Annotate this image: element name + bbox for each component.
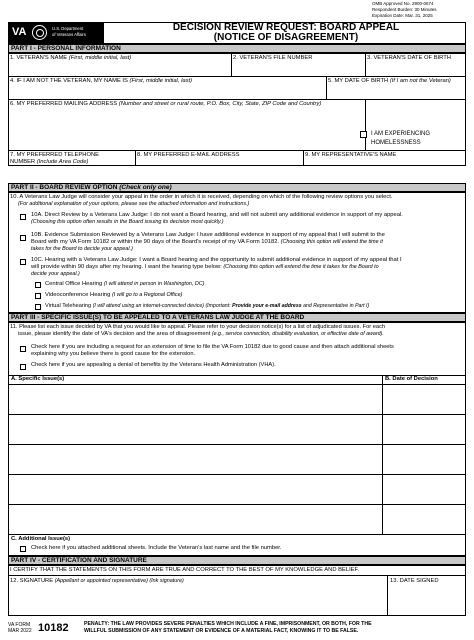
review-option-intro-hint: (For additional explanation of your options, please see the attached information and instructions.): [18, 201, 250, 207]
respondent-burden: Respondent Burden: 30 Minutes: [372, 7, 437, 12]
option-10b-label-1: 10B. Evidence Submission Reviewed by a Veterans Law Judge: I have additional evidence in support of my appeal that I will submit to the: [31, 232, 385, 238]
date-signed-label: 13. DATE SIGNED: [390, 578, 439, 584]
mailing-address-field[interactable]: [10, 110, 363, 148]
issue-field[interactable]: [9, 445, 381, 473]
additional-sheets-checkbox[interactable]: [20, 546, 26, 552]
part3-heading: PART III - SPECIFIC ISSUE(S) TO BE APPEALED TO A VETERANS LAW JUDGE AT THE BOARD: [8, 313, 466, 322]
review-option-intro: 10. A Veterans Law Judge will consider your appeal in the order in which it is received, depending on which of the following review options you select.: [10, 194, 393, 200]
issues-intro-2: issue, please identify the date of VA's decision and the area of disagreement (e.g., service connection, disability evaluation, or effective date of award).: [18, 331, 384, 337]
option-10a-hint: (Choosing this option often results in the Board issuing its decision most quickly.): [31, 219, 224, 225]
decision-date-field[interactable]: [383, 415, 465, 443]
extension-request-label-2: explaining why you believe there is good cause for the extension.: [31, 351, 196, 357]
form-number: 10182: [38, 622, 69, 634]
part2-heading: PART II - BOARD REVIEW OPTION (Check only one): [8, 183, 466, 192]
part1-heading: PART I - PERSONAL INFORMATION: [8, 44, 466, 53]
mailing-address-label: 6. MY PREFERRED MAILING ADDRESS (Number and street or rural route, P.O. Box, City, State, ZIP Code and Country): [10, 101, 322, 107]
additional-sheets-label: Check here if you attached additional sheets. Include the Veteran's last name and the file number.: [31, 545, 282, 551]
veteran-dob-field[interactable]: [367, 64, 464, 75]
department-name: U.S. Department of Veterans Affairs: [52, 26, 86, 37]
file-number-field[interactable]: [233, 64, 363, 75]
issue-field[interactable]: [9, 385, 381, 413]
file-number-label: 2. VETERAN'S FILE NUMBER: [233, 55, 313, 61]
extension-request-label-1: Check here if you are including a request for an extension of time to file the VA Form 10182 due to good cause and then attach additional sheets: [31, 344, 394, 350]
decision-date-field[interactable]: [383, 505, 465, 533]
expiration-date: Expiration Date: Mar. 31, 2025: [372, 13, 433, 18]
form-title: DECISION REVIEW REQUEST: BOARD APPEAL (NOTICE OF DISAGREEMENT): [172, 22, 400, 43]
virtual-telehearing-label: Virtual Telehearing (I will attend using an internet-connected device) (Important: Provide your e-mail address and Representative in Part I): [45, 303, 370, 309]
part4-heading: PART IV - CERTIFICATION AND SIGNATURE: [8, 556, 466, 565]
my-dob-field[interactable]: [328, 87, 464, 98]
homeless-label: I AM EXPERIENCING HOMELESSNESS: [371, 131, 431, 146]
veteran-name-label: 1. VETERAN'S NAME (First, middle initial, last): [10, 55, 132, 61]
extension-request-checkbox[interactable]: [20, 346, 26, 352]
my-name-field[interactable]: [10, 87, 324, 98]
veteran-dob-label: 3. VETERAN'S DATE OF BIRTH: [367, 55, 451, 61]
decision-date-field[interactable]: [383, 475, 465, 503]
va-seal-icon: [32, 25, 47, 40]
representative-field[interactable]: [305, 159, 464, 165]
option-10b-label-2: Board with my VA Form 10182 or within the 90 days of the Board's receipt of my VA Form 10182. (Choosing this option will extend the time it: [31, 239, 383, 245]
option-10c-hint: decide your appeal.): [31, 271, 80, 277]
central-office-hearing-checkbox[interactable]: [35, 282, 41, 288]
vha-denial-label: Check here if you are appealing a denial of benefits by the Veterans Health Administration (VHA).: [31, 362, 276, 368]
videoconference-hearing-label: Videoconference Hearing (I will go to a Regional Office): [45, 292, 183, 298]
central-office-hearing-label: Central Office Hearing (I will attend in person in Washington, DC): [45, 281, 205, 287]
certification-statement: I CERTIFY THAT THE STATEMENTS ON THIS FORM ARE TRUE AND CORRECT TO THE BEST OF MY KNOWLEDGE AND BELIEF.: [10, 567, 360, 573]
additional-issues-label: C. Additional Issue(s): [11, 536, 71, 542]
videoconference-hearing-checkbox[interactable]: [35, 293, 41, 299]
signature-label: 12. SIGNATURE (Appellant or appointed representative) (Ink signature): [10, 578, 184, 584]
va-logo: [8, 22, 104, 44]
option-10a-checkbox[interactable]: [20, 214, 26, 220]
email-label: 8. MY PREFERRED E-MAIL ADDRESS: [137, 152, 240, 158]
omb-number: OMB Approved No. 2900-0674: [372, 1, 434, 6]
veteran-name-field[interactable]: [10, 64, 228, 75]
penalty-notice: PENALTY: THE LAW PROVIDES SEVERE PENALTIES WHICH INCLUDE A FINE, IMPRISONMENT, OR BOTH, FOR THE WILLFUL SUBMISSION OF ANY STATEMENT OR EVIDENCE OF A MATERIAL FACT, KNOWING IT TO BE FALSE.: [84, 621, 372, 634]
vha-denial-checkbox[interactable]: [20, 364, 26, 370]
option-10c-label-1: 10C. Hearing with a Veterans Law Judge: I want a Board hearing and the opportunity to submit additional evidence in support of my appeal that I: [31, 257, 402, 263]
omb-info: [372, 1, 472, 19]
date-signed-field[interactable]: [390, 587, 464, 614]
option-10b-hint: takes for the Board to decide your appeal.): [31, 246, 133, 252]
option-10c-checkbox[interactable]: [20, 259, 26, 265]
signature-field[interactable]: [10, 587, 385, 614]
option-10a-label: 10A. Direct Review by a Veterans Law Judge: I do not want a Board hearing, and will not submit any additional evidence in support of my appeal.: [31, 212, 403, 218]
issue-field[interactable]: [9, 475, 381, 503]
my-dob-label: 5. MY DATE OF BIRTH (If I am not the Veteran): [328, 78, 451, 84]
va-logo-text: VA: [12, 26, 27, 38]
telephone-label: 7. MY PREFERRED TELEPHONE NUMBER (Include Area Code): [10, 152, 100, 165]
email-field[interactable]: [137, 159, 301, 165]
representative-label: 9. MY REPRESENTATIVE'S NAME: [305, 152, 397, 158]
decision-date-field[interactable]: [383, 385, 465, 413]
issues-intro-1: 11. Please list each issue decided by VA that you would like to appeal. Please refer to your decision notice(s) for a list of adjudicated issues. For each: [10, 324, 386, 330]
issue-field[interactable]: [9, 415, 381, 443]
issue-field[interactable]: [9, 505, 381, 533]
option-10c-label-2: will provide within 90 days after my hearing. I want the hearing type below: (Choosing this option will extend the time it takes for the Board to: [31, 264, 379, 270]
form-id: VA FORM MAR 2022: [8, 622, 32, 634]
date-of-decision-header: B. Date of Decision: [385, 376, 438, 382]
option-10b-checkbox[interactable]: [20, 235, 26, 241]
my-name-label: 4. IF I AM NOT THE VETERAN, MY NAME IS (First, middle initial, last): [10, 78, 193, 84]
decision-date-field[interactable]: [383, 445, 465, 473]
homeless-checkbox[interactable]: [360, 131, 367, 138]
specific-issues-header: A. Specific Issue(s): [11, 376, 65, 382]
virtual-telehearing-checkbox[interactable]: [35, 304, 41, 310]
